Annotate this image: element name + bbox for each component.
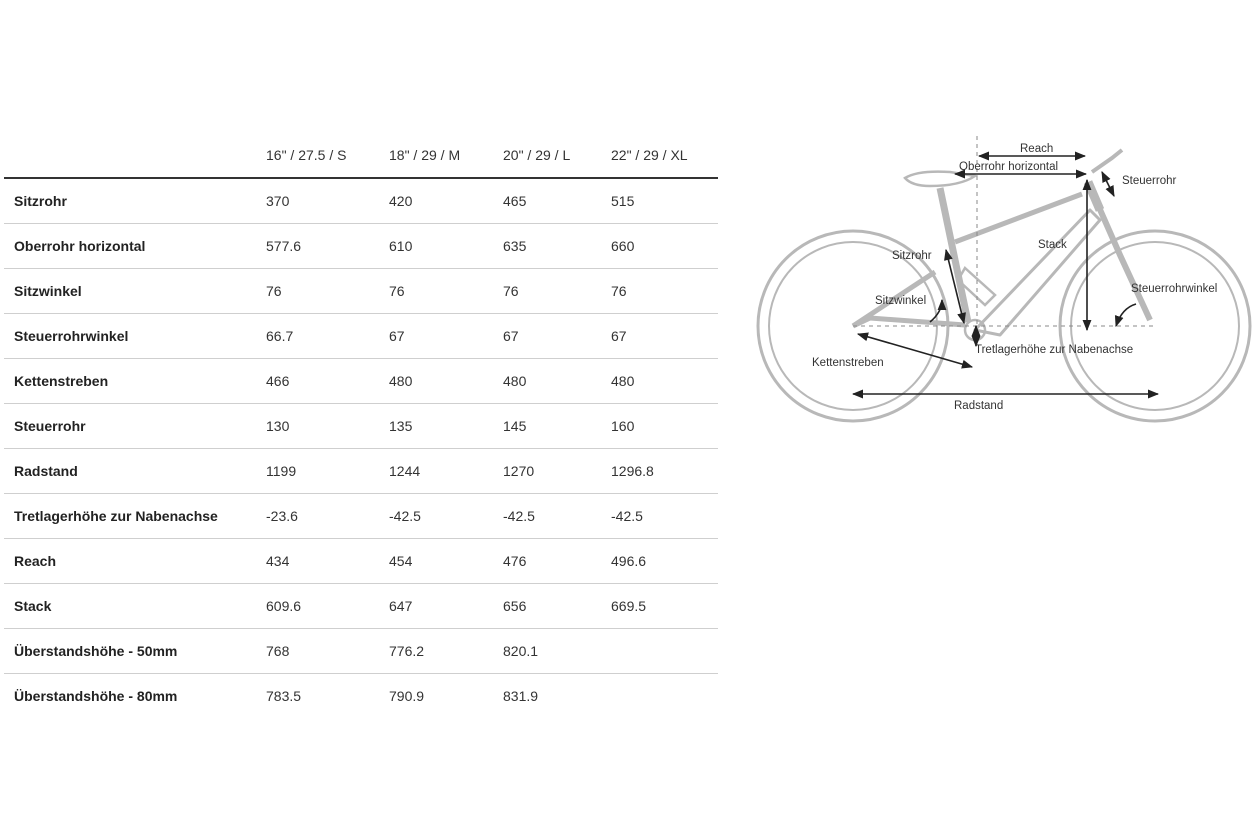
dimension-arrows: [853, 156, 1158, 394]
table-cell: 660: [601, 224, 718, 269]
table-row: [4, 314, 718, 359]
label-seat-tube: Sitzrohr: [892, 250, 932, 262]
table-cell: -42.5: [379, 494, 493, 539]
table-cell: 515: [601, 178, 718, 224]
table-cell: 130: [256, 404, 379, 449]
table-cell: 67: [379, 314, 493, 359]
table-row: [4, 494, 718, 539]
table-cell: 1244: [379, 449, 493, 494]
table-cell: 160: [601, 404, 718, 449]
head-tube-icon: [1088, 182, 1100, 210]
table-cell: [601, 674, 718, 719]
table-cell: 67: [601, 314, 718, 359]
stem-icon: [1092, 150, 1122, 172]
table-row: [4, 539, 718, 584]
table-cell: 76: [601, 269, 718, 314]
table-row: [4, 404, 718, 449]
table-row: [4, 178, 718, 224]
table-cell: 790.9: [389, 688, 425, 704]
label-bb-height: Tretlagerhöhe zur Nabenachse: [975, 344, 1134, 356]
table-cell: 768: [256, 629, 379, 674]
row-label: Radstand: [4, 449, 256, 494]
row-label: Sitzrohr: [4, 178, 256, 224]
table-cell: 434: [256, 539, 379, 584]
table-cell: 135: [379, 404, 493, 449]
table-cell: 145: [493, 404, 601, 449]
table-cell: 669.5: [601, 584, 718, 629]
row-label: Stack: [4, 584, 256, 629]
dimension-labels: [812, 143, 1217, 412]
table-row: [4, 629, 718, 674]
table-cell: 476: [493, 539, 601, 584]
row-label: Überstandshöhe - 80mm: [14, 688, 178, 704]
label-top-tube: Oberrohr horizontal: [959, 161, 1059, 173]
label-head-angle: Steuerrohrwinkel: [1131, 283, 1218, 295]
table-cell: 1296.8: [601, 449, 718, 494]
header-size-m: 18" / 29 / M: [379, 133, 493, 178]
label-wheelbase: Radstand: [954, 400, 1004, 412]
table-cell: 1199: [256, 449, 379, 494]
table-cell: 783.5: [266, 688, 302, 704]
table-cell: 420: [379, 178, 493, 224]
bicycle-geometry-icon: [752, 128, 1256, 428]
table-row: [4, 449, 718, 494]
label-reach: Reach: [1020, 143, 1054, 155]
row-label: Oberrohr horizontal: [4, 224, 256, 269]
table-row: [4, 674, 718, 719]
row-label: Tretlagerhöhe zur Nabenachse: [4, 494, 256, 539]
table-cell: 647: [379, 584, 493, 629]
label-stack: Stack: [1038, 239, 1067, 251]
table-cell: [601, 629, 718, 674]
label-chainstay: Kettenstreben: [812, 357, 884, 369]
table-cell: 496.6: [601, 539, 718, 584]
table-cell: 76: [256, 269, 379, 314]
table-cell: -42.5: [601, 494, 718, 539]
table-cell: 610: [379, 224, 493, 269]
table-cell: 480: [493, 359, 601, 404]
header-size-l: 20" / 29 / L: [493, 133, 601, 178]
header-row: [4, 133, 718, 178]
row-label: Steuerrohr: [4, 404, 256, 449]
row-label: Sitzwinkel: [4, 269, 256, 314]
row-label: Reach: [4, 539, 256, 584]
table-cell: 820.1: [493, 629, 601, 674]
table-cell: 66.7: [256, 314, 379, 359]
fork-icon: [1098, 205, 1150, 320]
table-cell: 831.9: [503, 688, 539, 704]
table-cell: 480: [379, 359, 493, 404]
header-size-xl: 22" / 29 / XL: [601, 133, 718, 178]
table-cell: 370: [256, 178, 379, 224]
table-row: [4, 269, 718, 314]
table-cell: -23.6: [256, 494, 379, 539]
head-angle-arrow: [1116, 304, 1136, 326]
header-cell-blank: [4, 133, 256, 178]
header-size-s: 16" / 27.5 / S: [256, 133, 379, 178]
table-cell: 656: [493, 584, 601, 629]
top-tube-icon: [955, 194, 1082, 242]
table-row: [4, 359, 718, 404]
row-label: Überstandshöhe - 50mm: [4, 629, 256, 674]
row-label: Kettenstreben: [4, 359, 256, 404]
head-tube-arrow: [1102, 172, 1114, 196]
table-cell: 466: [256, 359, 379, 404]
label-head-tube: Steuerrohr: [1122, 175, 1177, 187]
table-cell: 609.6: [256, 584, 379, 629]
table-row: [4, 584, 718, 629]
table-cell: 76: [379, 269, 493, 314]
row-label: Steuerrohrwinkel: [4, 314, 256, 359]
table-cell: 465: [493, 178, 601, 224]
table-cell: 1270: [493, 449, 601, 494]
geometry-table: [4, 133, 718, 718]
label-seat-angle: Sitzwinkel: [875, 295, 927, 307]
table-cell: 577.6: [256, 224, 379, 269]
table-cell: 76: [493, 269, 601, 314]
table-cell: -42.5: [493, 494, 601, 539]
table-cell: 635: [493, 224, 601, 269]
table-cell: 776.2: [379, 629, 493, 674]
table-cell: 454: [379, 539, 493, 584]
table-row: [4, 224, 718, 269]
table-cell: 480: [601, 359, 718, 404]
table-cell: 67: [493, 314, 601, 359]
